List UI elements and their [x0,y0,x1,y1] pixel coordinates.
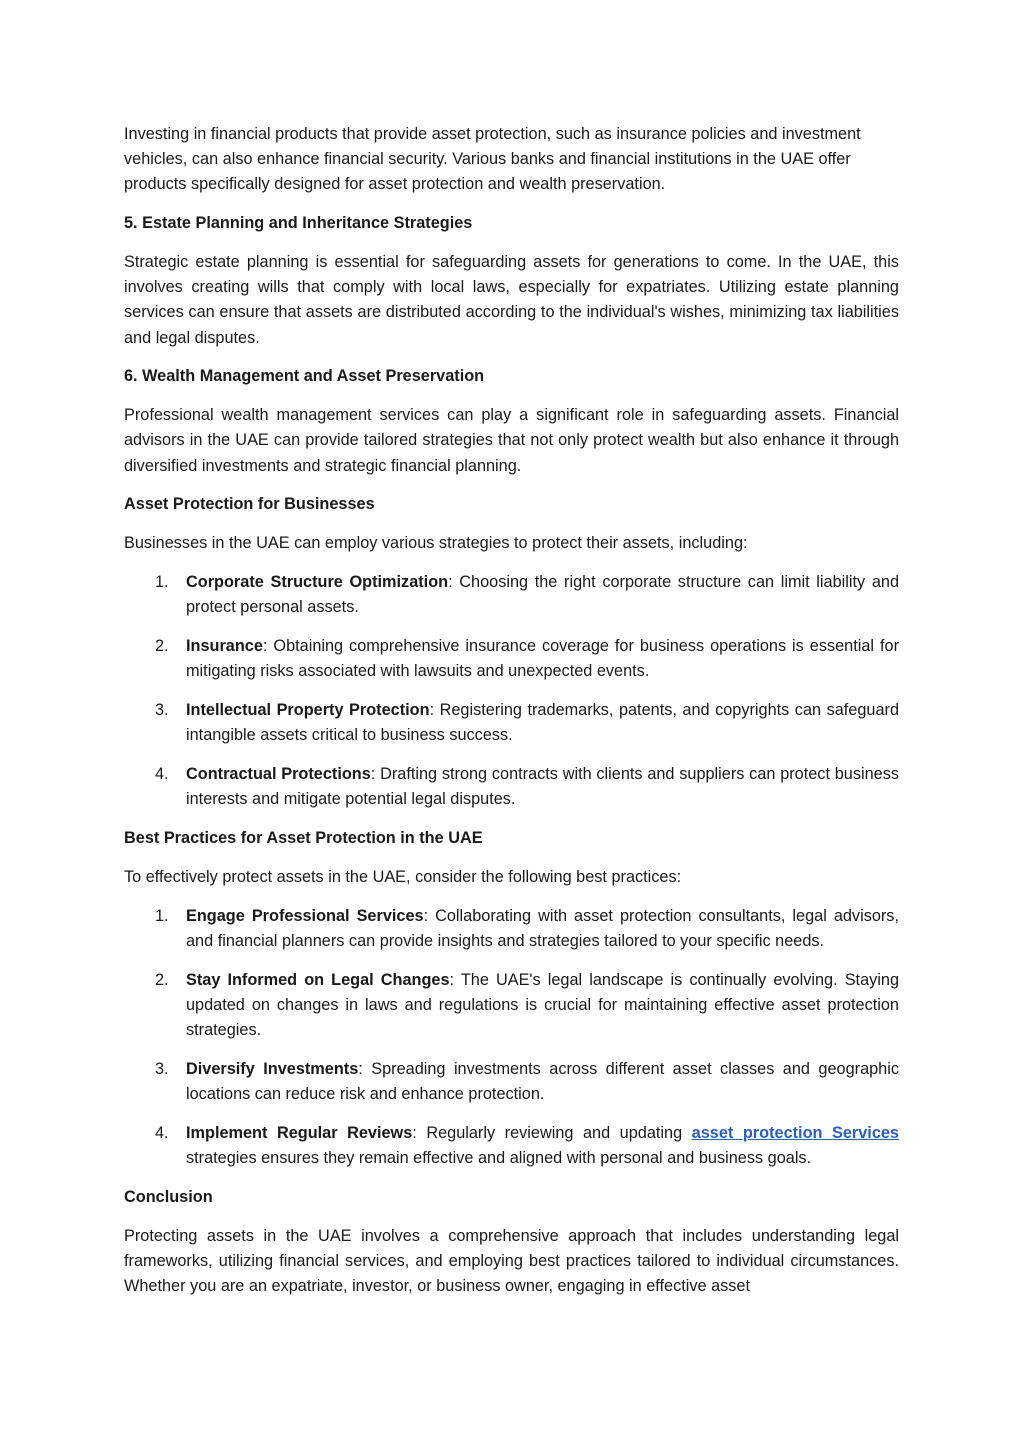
list-term: Insurance [186,637,263,655]
list-text: : Drafting strong contracts with clients and suppliers can protect business interests and mitigate potential legal disputes. [186,765,899,809]
list-item [124,570,899,620]
list-term: Diversify Investments [186,1059,359,1078]
list-number: 1. [155,906,169,925]
list-text: : The UAE's legal landscape is continually evolving. Staying updated on changes in laws and regulations is crucial for maintaining effective asset protection strategies. [186,970,899,1039]
list-number: 1. [155,573,169,591]
section-6-body: Professional wealth management services can play a significant role in safeguarding assets. Financial advisors in the UAE can provide tailored strategies that not only protect wealth but also enhance it through diversified investments and strategic financial planning. [124,406,899,475]
list-number: 2. [155,970,169,989]
list-text: : Obtaining comprehensive insurance coverage for business operations is essential for mitigating risks associated with lawsuits and unexpected events. [186,637,899,681]
list-text: : Collaborating with asset protection consultants, legal advisors, and financial planners can provide insights and strategies tailored to your specific needs. [186,906,899,950]
best-practices-heading: Best Practices for Asset Protection in the UAE [124,829,483,847]
list-number: 2. [155,637,169,655]
best-practices-list [124,904,899,1172]
list-number: 3. [155,1059,169,1078]
list-term: Stay Informed on Legal Changes [186,970,450,989]
list-number: 3. [155,701,169,719]
section-5-body: Strategic estate planning is essential for safeguarding assets for generations to come. In the UAE, this involves creating wills that comply with local laws, especially for expatriates. Utilizing estate planning services can ensure that assets are distributed according to the individual's wishes, minimizing tax liabilities and legal disputes. [124,253,899,347]
document-page [124,122,899,1299]
list-item [124,1057,899,1107]
list-term: Implement Regular Reviews [186,1123,413,1142]
business-intro: Businesses in the UAE can employ various strategies to protect their assets, including: [124,534,748,553]
conclusion-body: Protecting assets in the UAE involves a comprehensive approach that includes understanding legal frameworks, utilizing financial services, and employing best practices tailored to individual circumstances. Whether you are an expatriate, investor, or business owner, engaging in effective asset [124,1226,899,1295]
list-number: 4. [155,765,169,783]
list-item [124,1121,899,1171]
asset-protection-services-link[interactable]: asset protection Services [691,1123,899,1142]
business-heading: Asset Protection for Businesses [124,495,375,514]
business-strategies-list [124,570,899,812]
intro-paragraph: Investing in financial products that provide asset protection, such as insurance policies and investment vehicles, can also enhance financial security. Various banks and financial institutions in the UAE offer products specifically designed for asset protection and wealth preservation. [124,125,861,194]
list-item [124,968,899,1044]
list-term: Engage Professional Services [186,906,424,925]
list-text: : Spreading investments across different asset classes and geographic locations can reduce risk and enhance protection. [186,1059,899,1103]
list-item [124,634,899,684]
list-text: : Choosing the right corporate structure can limit liability and protect personal assets. [186,573,899,617]
list-number: 4. [155,1123,169,1142]
list-item [124,698,899,748]
list-item [124,904,899,954]
conclusion-heading: Conclusion [124,1187,213,1206]
section-6-heading: 6. Wealth Management and Asset Preservation [124,367,485,386]
best-practices-intro: To effectively protect assets in the UAE, consider the following best practices: [124,867,682,886]
list-term: Intellectual Property Protection [186,701,430,719]
list-item [124,762,899,812]
list-text: strategies ensures they remain effective and aligned with personal and business goals. [186,1149,812,1167]
list-term: Contractual Protections [186,765,371,783]
list-term: Corporate Structure Optimization [186,573,449,591]
list-text: : Regularly reviewing and updating [412,1123,692,1142]
section-5-heading: 5. Estate Planning and Inheritance Strategies [124,214,473,233]
list-text: : Registering trademarks, patents, and copyrights can safeguard intangible assets critical to business success. [186,701,899,745]
